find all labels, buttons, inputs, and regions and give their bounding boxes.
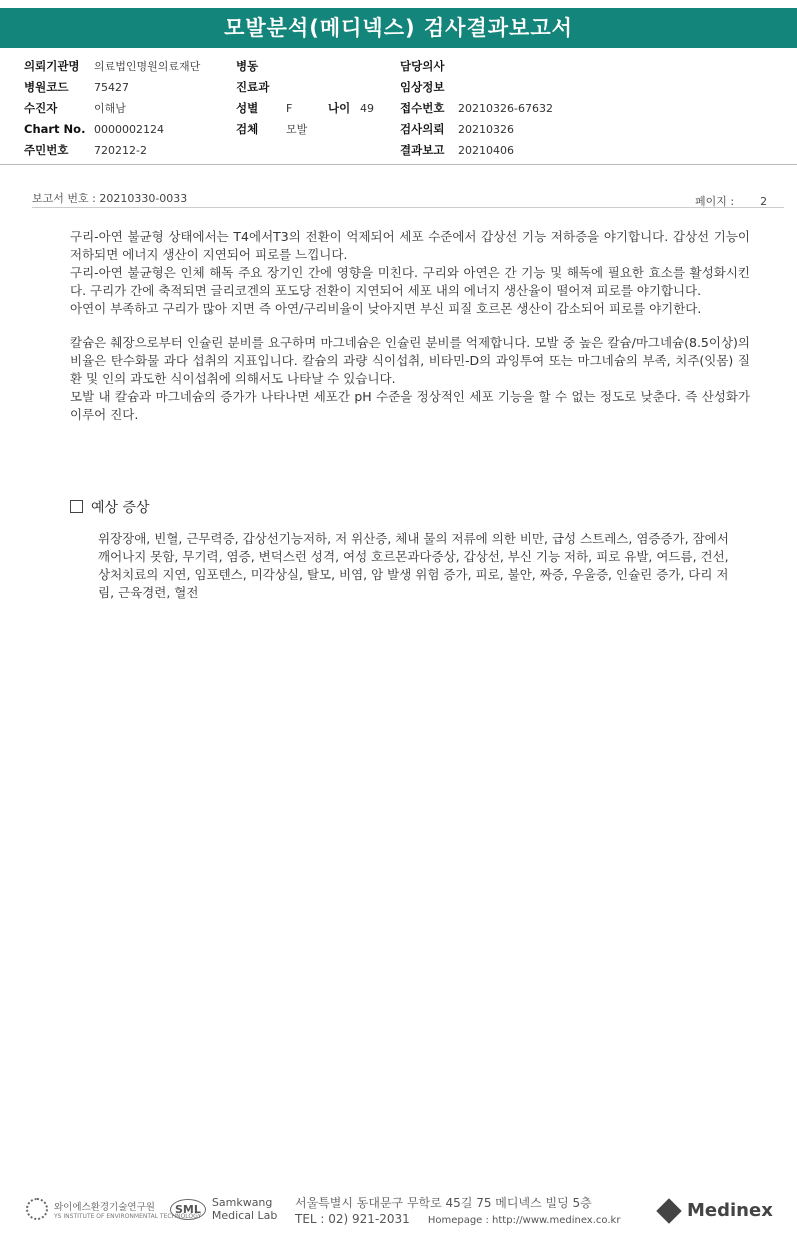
address: 서울특별시 동대문구 무학로 45길 75 메디넥스 빌딩 5층 (295, 1196, 592, 1210)
report-title: 모발분석(메디넥스) 검사결과보고서 (0, 8, 797, 48)
report-number: 보고서 번호 : 20210330-0033 (32, 192, 188, 205)
sml-name-2: Medical Lab (211, 1209, 278, 1222)
info-label: Chart No. (24, 122, 86, 136)
info-value: 0000002124 (94, 123, 164, 136)
ys-name: 와이에스환경기술연구원 (54, 1201, 155, 1213)
section-title: 예상 증상 (91, 500, 150, 516)
medinex-logo-icon (656, 1198, 681, 1223)
sml-logo (170, 1196, 277, 1222)
info-value: 20210406 (458, 144, 514, 157)
info-label: 병동 (236, 59, 259, 73)
page-indicator (695, 193, 767, 209)
symptom-list: 위장장애, 빈혈, 근무력증, 갑상선기능저하, 저 위산증, 체내 물의 저류에 의한 비만, 급성 스트레스, 염증증가, 잠에서 깨어나지 못함, 무기력, 염증, 변덕스런 성격, 여성 호르몬과다증상, 갑상선, 부신 기능 저하, 피로 유발, 여드름, 건선, 상처치료의 지연, 임포텐스, 미각상실, 탈모, 비염, 암 발생 위험 증가, 피로, 불안, 짜증, 우울증, 인슐린 증가, 다리 저림, 근육경련, 혈전 (98, 531, 729, 600)
info-value: 20210326 (458, 123, 514, 136)
info-value: 이해남 (94, 102, 126, 115)
info-value: F (286, 102, 293, 115)
homepage: Homepage : http://www.medinex.co.kr (427, 1215, 621, 1226)
info-value: 720212-2 (94, 144, 147, 157)
report-divider (32, 207, 784, 208)
medinex-logo (660, 1200, 773, 1221)
report-body (70, 228, 750, 424)
paragraph: 모발 내 칼슘과 마그네슘의 증가가 나타나면 세포간 pH 수준을 정상적인 세포 기능을 할 수 없는 정도로 낮춘다. 즉 산성화가 이루어 진다. (70, 389, 750, 422)
info-label: 담당의사 (400, 59, 445, 73)
ys-logo-icon (26, 1198, 48, 1220)
tel: TEL : 02) 921-2031 (295, 1212, 410, 1226)
patient-info (24, 56, 784, 161)
page-number: 2 (760, 195, 768, 208)
info-value: 의료법인명원의료재단 (94, 60, 201, 73)
info-label: 수진자 (24, 101, 58, 115)
info-value: 49 (360, 102, 374, 115)
sml-logo-icon: SML (170, 1199, 206, 1220)
paragraph: 구리-아연 불균형은 인체 해독 주요 장기인 간에 영향을 미친다. 구리와 아연은 간 기능 및 해독에 필요한 효소를 활성화시킨다. 구리가 간에 축적되면 글리코겐의 포도당 전환이 지연되어 세포 내의 에너지 생산율이 떨어져 피로를 야기합니다. (70, 265, 750, 298)
info-value: 75427 (94, 81, 129, 94)
info-value: 20210326-67632 (458, 102, 553, 115)
page-label: 페이지 : (695, 195, 735, 208)
address-block (295, 1195, 620, 1229)
footer (0, 1190, 797, 1230)
section-heading (70, 497, 150, 517)
info-label: 접수번호 (400, 101, 445, 115)
info-label: 나이 (328, 101, 351, 115)
info-label: 의뢰기관명 (24, 59, 80, 73)
paragraph: 아연이 부족하고 구리가 많아 지면 즉 아연/구리비율이 낮아지면 부신 피질 호르몬 생산이 감소되어 피로를 야기한다. (70, 301, 702, 316)
info-label: 주민번호 (24, 143, 69, 157)
checkbox-icon (70, 500, 83, 513)
paragraph: 구리-아연 불균형 상태에서는 T4에서T3의 전환이 억제되어 세포 수준에서 갑상선 기능 저하증을 야기합니다. 갑상선 기능이 저하되면 에너지 생산이 지연되어 피로를 느낍니다. (70, 229, 750, 262)
sml-name-1: Samkwang (211, 1196, 273, 1209)
info-label: 진료과 (236, 80, 270, 94)
info-label: 성별 (236, 101, 259, 115)
info-label: 임상정보 (400, 80, 445, 94)
medinex-brand: Medinex (687, 1200, 773, 1221)
paragraph: 칼슘은 췌장으로부터 인슐린 분비를 요구하며 마그네슘은 인슐린 분비를 억제합니다. 모발 중 높은 칼슘/마그네슘(8.5이상)의 비율은 탄수화물 과다 섭취의 지표입니다. 칼슘의 과량 식이섭취, 비타민-D의 과잉투여 또는 마그네슘의 부족, 치주(잇몸) 질환 및 인의 과도한 식이섭취에 의해서도 나타날 수 있습니다. (70, 335, 750, 386)
info-label: 검체 (236, 122, 259, 136)
info-value: 모발 (286, 123, 308, 136)
header-divider (0, 164, 797, 165)
ys-subname: YS INSTITUTE OF ENVIRONMENTAL TECHNOLOGY (54, 1212, 202, 1220)
info-label: 검사의뢰 (400, 122, 445, 136)
info-label: 병원코드 (24, 80, 69, 94)
info-label: 결과보고 (400, 143, 445, 157)
